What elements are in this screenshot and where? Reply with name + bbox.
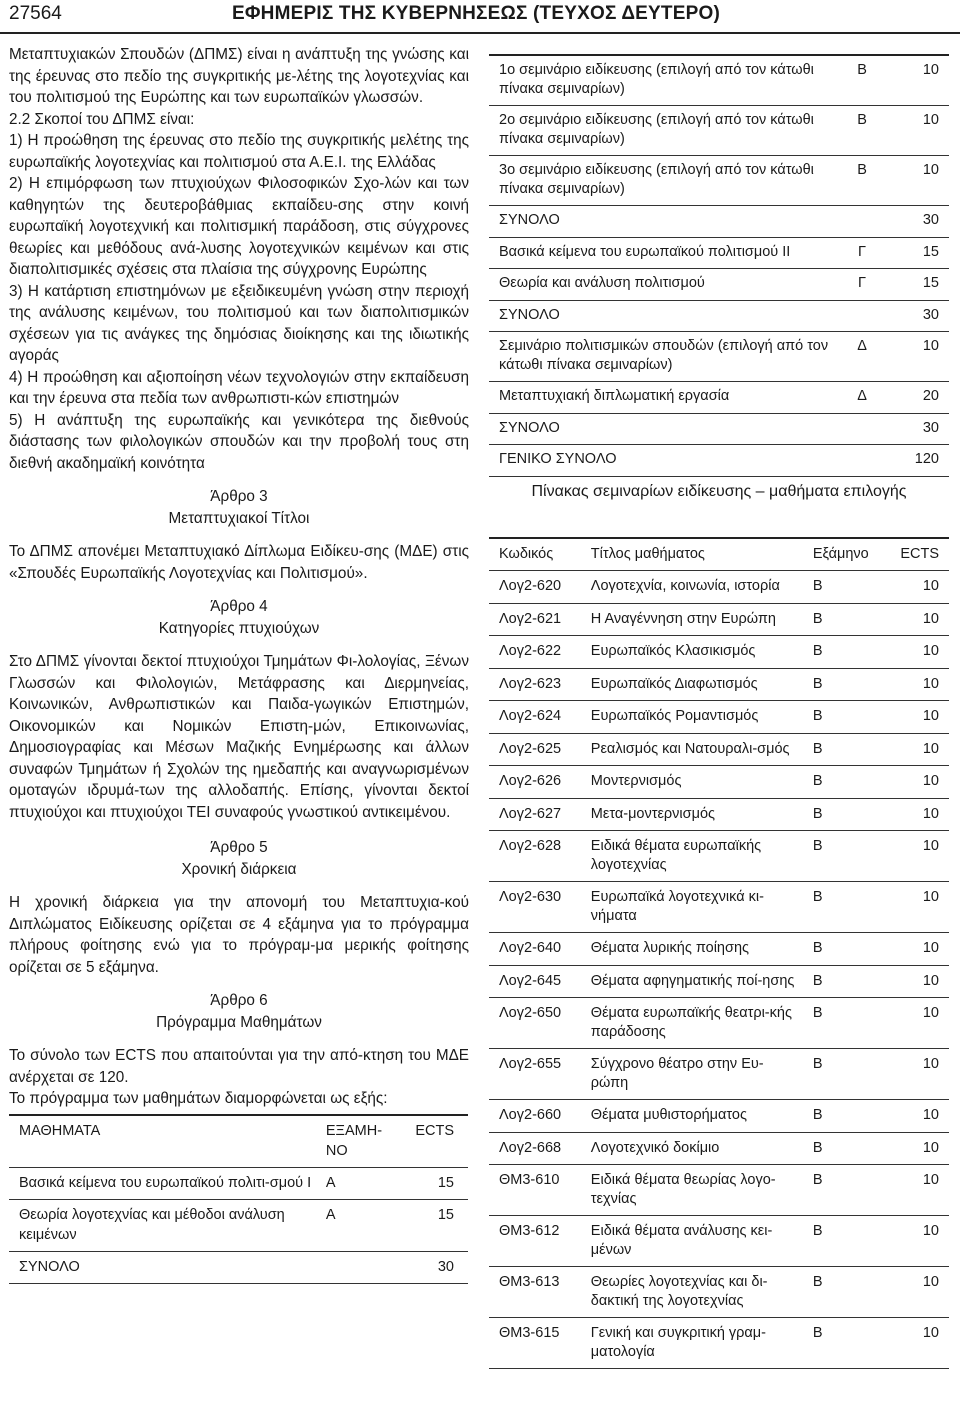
course-name: Θεωρία λογοτεχνίας και μέθοδοι ανάλυση κειμένων bbox=[9, 1199, 326, 1251]
seminar-semester: Β bbox=[797, 733, 890, 766]
seminar-code: Λογ2-627 bbox=[489, 798, 591, 831]
course-semester: Γ bbox=[830, 269, 894, 301]
table-row bbox=[489, 1318, 949, 1369]
seminar-code: Λογ2-640 bbox=[489, 933, 591, 966]
article-6-title: Πρόγραμμα Μαθημάτων bbox=[156, 1013, 322, 1031]
seminar-semester: Β bbox=[797, 831, 890, 882]
course-ects: 30 bbox=[894, 206, 949, 238]
header-ects: ECTS bbox=[397, 1115, 468, 1168]
seminar-ects: 10 bbox=[890, 571, 949, 604]
table-row bbox=[489, 636, 949, 669]
seminar-ects: 10 bbox=[890, 965, 949, 998]
table-row bbox=[489, 603, 949, 636]
seminar-title: Μετα-μοντερνισμός bbox=[591, 798, 797, 831]
course-semester bbox=[830, 206, 894, 238]
seminar-ects: 10 bbox=[890, 636, 949, 669]
intro-paragraph: Μεταπτυχιακών Σπουδών (ΔΠΜΣ) είναι η ανάπτυξη της γνώσης και της έρευνας στο πεδίο της συγκριτικής με-λέτης της λογοτεχνίας και του πολιτισμού της Ευρώπης και των ευρωπαϊκών γλωσσών. bbox=[9, 46, 469, 106]
seminar-ects: 10 bbox=[890, 603, 949, 636]
table-row bbox=[9, 1199, 468, 1251]
seminar-ects: 10 bbox=[890, 766, 949, 799]
seminar-semester: Β bbox=[797, 1165, 890, 1216]
course-name: ΣΥΝΟΛΟ bbox=[9, 1251, 326, 1283]
goals-heading: 2.2 Σκοποί του ΔΠΜΣ είναι: bbox=[9, 110, 195, 128]
course-semester bbox=[326, 1251, 398, 1283]
seminar-title: Ειδικά θέματα θεωρίας λογο-τεχνίας bbox=[591, 1165, 797, 1216]
seminar-ects: 10 bbox=[890, 1216, 949, 1267]
article-4-text: Στο ΔΠΜΣ γίνονται δεκτοί πτυχιούχοι Τμημάτων Φι-λολογίας, Ξένων Γλωσσών και Φιλολογιών, Μετάφρασης και Διερμηνείας, Κοινωνικών, Ανθρωπιστικών και Παιδα-γωγικών Επιστημών, Οικονομικών και Νομικών Επιστη-μών, Επικοινωνίας, Δημοσιογραφίας και Μέσων Μαζικής Ενημέρωσης και άλλων συναφών Τμημάτων ή Σχολών της ημεδαπής και αναγνωρισμένων ομοταγών ιδρυμά-των της αλλοδαπής. Επίσης, γίνονται δεκτοί πτυχιούχοι και πτυχιούχοι ΤΕΙ συναφούς γνωστικού αντικειμένου. bbox=[9, 653, 469, 821]
table-row bbox=[489, 1216, 949, 1267]
seminar-ects: 10 bbox=[890, 701, 949, 734]
course-name: ΣΥΝΟΛΟ bbox=[489, 206, 830, 238]
seminar-ects: 10 bbox=[890, 798, 949, 831]
course-ects: 120 bbox=[894, 445, 949, 477]
seminar-semester: Β bbox=[797, 701, 890, 734]
course-name: 3ο σεμινάριο ειδίκευσης (επιλογή από τον κάτωθι πίνακα σεμιναρίων) bbox=[489, 156, 830, 206]
seminar-semester: Β bbox=[797, 1267, 890, 1318]
table-row bbox=[489, 106, 949, 156]
table-row bbox=[489, 965, 949, 998]
seminar-title: Ευρωπαϊκά λογοτεχνικά κι-νήματα bbox=[591, 882, 797, 933]
seminar-code: Λογ2-630 bbox=[489, 882, 591, 933]
table-row bbox=[489, 933, 949, 966]
seminar-title: Θέματα μυθιστορήματος bbox=[591, 1100, 797, 1133]
table-row bbox=[489, 332, 949, 382]
seminar-code: Λογ2-626 bbox=[489, 766, 591, 799]
seminar-semester: Β bbox=[797, 571, 890, 604]
seminar-semester: Β bbox=[797, 998, 890, 1049]
seminar-title: Ειδικά θέματα ευρωπαϊκής λογοτεχνίας bbox=[591, 831, 797, 882]
course-semester: Δ bbox=[830, 382, 894, 414]
course-name: Σεμινάριο πολιτισμικών σπουδών (επιλογή από τον κάτωθι πίνακα σεμιναρίων) bbox=[489, 332, 830, 382]
table-row bbox=[489, 55, 949, 106]
course-ects: 15 bbox=[397, 1167, 468, 1199]
article-5-text: Η χρονική διάρκεια για την απονομή του Μεταπτυχια-κού Διπλώματος Ειδίκευσης ορίζεται σε 4 εξάμηνα για το πρόγραμμα πλήρους φοίτησης ενώ για το πρόγραμ-μα μερικής φοίτησης ορίζεται σε 5 εξάμηνα. bbox=[9, 894, 469, 976]
seminar-ects: 10 bbox=[890, 1100, 949, 1133]
seminar-ects: 10 bbox=[890, 882, 949, 933]
page-header bbox=[0, 0, 960, 30]
course-name: Μεταπτυχιακή διπλωματική εργασία bbox=[489, 382, 830, 414]
seminar-semester: Β bbox=[797, 1318, 890, 1369]
article-6-text-2: Το πρόγραμμα των μαθημάτων διαμορφώνεται ως εξής: bbox=[9, 1090, 388, 1107]
seminar-code: Λογ2-624 bbox=[489, 701, 591, 734]
article-6-number: Άρθρο 6 bbox=[210, 992, 268, 1009]
seminar-ects: 10 bbox=[890, 1132, 949, 1165]
course-ects: 10 bbox=[894, 156, 949, 206]
table-row bbox=[489, 413, 949, 445]
table-row bbox=[489, 998, 949, 1049]
course-ects: 10 bbox=[894, 332, 949, 382]
header-rule bbox=[0, 32, 960, 34]
seminar-title: Λογοτεχνία, κοινωνία, ιστορία bbox=[591, 571, 797, 604]
seminar-semester: Β bbox=[797, 1100, 890, 1133]
seminar-semester: Β bbox=[797, 933, 890, 966]
seminar-code: Λογ2-620 bbox=[489, 571, 591, 604]
seminar-semester: Β bbox=[797, 798, 890, 831]
seminar-semester: Β bbox=[797, 766, 890, 799]
seminar-title: Λογοτεχνικό δοκίμιο bbox=[591, 1132, 797, 1165]
seminar-semester: Β bbox=[797, 603, 890, 636]
seminar-code: ΘΜ3-613 bbox=[489, 1267, 591, 1318]
seminar-title: Θεωρίες λογοτεχνίας και δι-δακτική της λογοτεχνίας bbox=[591, 1267, 797, 1318]
course-ects: 30 bbox=[397, 1251, 468, 1283]
course-semester: Α bbox=[326, 1199, 398, 1251]
course-ects: 15 bbox=[397, 1199, 468, 1251]
seminar-code: Λογ2-628 bbox=[489, 831, 591, 882]
right-column bbox=[489, 54, 949, 1369]
course-name: Θεωρία και ανάλυση πολιτισμού bbox=[489, 269, 830, 301]
seminar-code: Λογ2-621 bbox=[489, 603, 591, 636]
seminar-ects: 10 bbox=[890, 1267, 949, 1318]
table-row bbox=[489, 382, 949, 414]
header-ects: ECTS bbox=[890, 538, 949, 571]
table-row bbox=[489, 701, 949, 734]
article-3-text: Το ΔΠΜΣ απονέμει Μεταπτυχιακό Δίπλωμα Ειδίκευ-σης (ΜΔΕ) στις «Σπουδές Ευρωπαϊκής Λογοτεχνίας και Πολιτισμού». bbox=[9, 543, 469, 582]
seminar-title: Ειδικά θέματα ανάλυσης κει-μένων bbox=[591, 1216, 797, 1267]
table-row bbox=[489, 733, 949, 766]
table-row bbox=[489, 206, 949, 238]
seminar-code: Λογ2-650 bbox=[489, 998, 591, 1049]
seminar-code: Λογ2-655 bbox=[489, 1049, 591, 1100]
table-row bbox=[489, 300, 949, 332]
seminar-title: Θέματα αφηγηματικής ποί-ησης bbox=[591, 965, 797, 998]
table-row bbox=[489, 156, 949, 206]
header-lessons: ΜΑΘΗΜΑΤΑ bbox=[9, 1115, 326, 1168]
table-row bbox=[489, 1049, 949, 1100]
course-semester bbox=[830, 413, 894, 445]
header-title: Τίτλος μαθήματος bbox=[591, 538, 797, 571]
table-row bbox=[9, 1251, 468, 1283]
seminar-ects: 10 bbox=[890, 998, 949, 1049]
seminar-title: Θέματα λυρικής ποίησης bbox=[591, 933, 797, 966]
table-row bbox=[489, 445, 949, 477]
course-name: 2ο σεμινάριο ειδίκευσης (επιλογή από τον κάτωθι πίνακα σεμιναρίων) bbox=[489, 106, 830, 156]
course-name: ΣΥΝΟΛΟ bbox=[489, 413, 830, 445]
table-row bbox=[489, 882, 949, 933]
seminar-code: Λογ2-645 bbox=[489, 965, 591, 998]
semester-table bbox=[489, 54, 949, 477]
course-semester: Β bbox=[830, 106, 894, 156]
seminar-code: Λογ2-625 bbox=[489, 733, 591, 766]
seminar-ects: 10 bbox=[890, 1318, 949, 1369]
table-row bbox=[489, 1165, 949, 1216]
header-semester: Εξάμηνο bbox=[797, 538, 890, 571]
seminar-title: Η Αναγέννηση στην Ευρώπη bbox=[591, 603, 797, 636]
table-row bbox=[489, 668, 949, 701]
course-ects: 15 bbox=[894, 269, 949, 301]
goal-2: 2) Η επιμόρφωση των πτυχιούχων Φιλοσοφικών Σχο-λών και των καθηγητών της δευτεροβάθμιας εκπαίδευ-σης στην κοινή ευρωπαϊκή λογοτεχνική και πολιτισμική παράδοση, στις σύγχρονες θεωρίες και μεθόδους ανά-λυσης λογοτεχνικών κειμένων και στις διαπολιτισμικές σχέσεις στα πλαίσια της σύγχρονης Ευρώπης bbox=[9, 175, 469, 278]
course-semester: Δ bbox=[830, 332, 894, 382]
table-row bbox=[489, 237, 949, 269]
article-3-number: Άρθρο 3 bbox=[210, 488, 268, 505]
seminar-title: Μοντερνισμός bbox=[591, 766, 797, 799]
seminar-semester: Β bbox=[797, 636, 890, 669]
table-row bbox=[489, 269, 949, 301]
course-name: 1ο σεμινάριο ειδίκευσης (επιλογή από τον κάτωθι πίνακα σεμιναρίων) bbox=[489, 55, 830, 106]
seminar-table bbox=[489, 537, 949, 1370]
table-row bbox=[489, 1267, 949, 1318]
seminar-semester: Β bbox=[797, 1132, 890, 1165]
seminar-title: Ευρωπαϊκός Κλασικισμός bbox=[591, 636, 797, 669]
course-semester bbox=[830, 300, 894, 332]
seminar-title: Σύγχρονο θέατρο στην Ευ-ρώπη bbox=[591, 1049, 797, 1100]
table-row bbox=[489, 1100, 949, 1133]
article-3-title: Μεταπτυχιακοί Τίτλοι bbox=[168, 509, 310, 527]
course-ects: 30 bbox=[894, 413, 949, 445]
course-ects: 10 bbox=[894, 55, 949, 106]
seminar-code: ΘΜ3-610 bbox=[489, 1165, 591, 1216]
course-table bbox=[9, 1114, 468, 1284]
table-row bbox=[489, 798, 949, 831]
seminar-semester: Β bbox=[797, 1216, 890, 1267]
course-ects: 30 bbox=[894, 300, 949, 332]
table-row bbox=[489, 571, 949, 604]
course-ects: 10 bbox=[894, 106, 949, 156]
seminar-code: Λογ2-623 bbox=[489, 668, 591, 701]
table-row bbox=[489, 831, 949, 882]
table-row bbox=[489, 766, 949, 799]
left-column bbox=[9, 44, 469, 1284]
course-name: Βασικά κείμενα του ευρωπαϊκού πολιτι-σμού Ι bbox=[9, 1167, 326, 1199]
course-name: ΣΥΝΟΛΟ bbox=[489, 300, 830, 332]
goal-5: 5) Η ανάπτυξη της ευρωπαϊκής και γενικότερα της διεθνούς διάστασης των φιλολογικών σπουδών και την προβολή τους στη διεθνή ακαδημαϊκή κοινότητα bbox=[9, 411, 469, 472]
seminar-code: Λογ2-668 bbox=[489, 1132, 591, 1165]
seminar-table-caption: Πίνακας σεμιναρίων ειδίκευσης – μαθήματα επιλογής bbox=[531, 482, 907, 500]
course-semester: Α bbox=[326, 1167, 398, 1199]
course-ects: 20 bbox=[894, 382, 949, 414]
seminar-ects: 10 bbox=[890, 668, 949, 701]
header-code: Κωδικός bbox=[489, 538, 591, 571]
article-5-number: Άρθρο 5 bbox=[210, 839, 268, 856]
goal-1: 1) Η προώθηση της έρευνας στο πεδίο της συγκριτικής μελέτης της ευρωπαϊκής λογοτεχνίας και πολιτισμού στα Α.Ε.Ι. της Ελλάδας bbox=[9, 132, 469, 171]
page-number: 27564 bbox=[9, 3, 62, 24]
article-5-title: Χρονική διάρκεια bbox=[181, 860, 297, 878]
course-name: Βασικά κείμενα του ευρωπαϊκού πολιτισμού ΙΙ bbox=[489, 237, 830, 269]
seminar-ects: 10 bbox=[890, 1049, 949, 1100]
goal-3: 3) Η κατάρτιση επιστημόνων με εξειδικευμένη γνώση στην περιοχή της ανάλυσης κειμένων, του πολιτισμού και των διαπολιτισμικών σχέσεων για τις ανάγκες της δημόσιας διοίκησης και της ιδιωτικής αγοράς bbox=[9, 282, 469, 364]
seminar-semester: Β bbox=[797, 1049, 890, 1100]
seminar-title: Θέματα ευρωπαϊκής θεατρι-κής παράδοσης bbox=[591, 998, 797, 1049]
seminar-semester: Β bbox=[797, 882, 890, 933]
seminar-semester: Β bbox=[797, 965, 890, 998]
header-semester: ΕΞΑΜΗ-ΝΟ bbox=[326, 1115, 398, 1168]
seminar-title: Ευρωπαϊκός Ρομαντισμός bbox=[591, 701, 797, 734]
seminar-ects: 10 bbox=[890, 831, 949, 882]
article-4-title: Κατηγορίες πτυχιούχων bbox=[158, 619, 320, 637]
course-semester: Β bbox=[830, 55, 894, 106]
course-semester: Β bbox=[830, 156, 894, 206]
seminar-ects: 10 bbox=[890, 933, 949, 966]
table-header-row bbox=[9, 1115, 468, 1168]
course-ects: 15 bbox=[894, 237, 949, 269]
article-4-number: Άρθρο 4 bbox=[210, 598, 268, 615]
seminar-code: ΘΜ3-612 bbox=[489, 1216, 591, 1267]
seminar-ects: 10 bbox=[890, 1165, 949, 1216]
table-header-row bbox=[489, 538, 949, 571]
seminar-code: Λογ2-660 bbox=[489, 1100, 591, 1133]
seminar-title: Ευρωπαϊκός Διαφωτισμός bbox=[591, 668, 797, 701]
table-row bbox=[489, 1132, 949, 1165]
course-semester: Γ bbox=[830, 237, 894, 269]
goal-4: 4) Η προώθηση και αξιοποίηση νέων τεχνολογιών στην εκπαίδευση και την έρευνα στα πεδία των ανθρωπιστι-κών επιστημών bbox=[9, 368, 469, 407]
gazette-title: ΕΦΗΜΕΡΙΣ ΤΗΣ ΚΥΒΕΡΝΗΣΕΩΣ (ΤΕΥΧΟΣ ΔΕΥΤΕΡΟ) bbox=[232, 3, 720, 24]
seminar-semester: Β bbox=[797, 668, 890, 701]
seminar-ects: 10 bbox=[890, 733, 949, 766]
seminar-code: Λογ2-622 bbox=[489, 636, 591, 669]
course-name: ΓΕΝΙΚΟ ΣΥΝΟΛΟ bbox=[489, 445, 830, 477]
seminar-title: Γενική και συγκριτική γραμ-ματολογία bbox=[591, 1318, 797, 1369]
article-6-text-1: Το σύνολο των ECTS που απαιτούνται για την από-κτηση του ΜΔΕ ανέρχεται σε 120. bbox=[9, 1047, 469, 1086]
table-row bbox=[9, 1167, 468, 1199]
seminar-code: ΘΜ3-615 bbox=[489, 1318, 591, 1369]
seminar-title: Ρεαλισμός και Νατουραλι-σμός bbox=[591, 733, 797, 766]
course-semester bbox=[830, 445, 894, 477]
